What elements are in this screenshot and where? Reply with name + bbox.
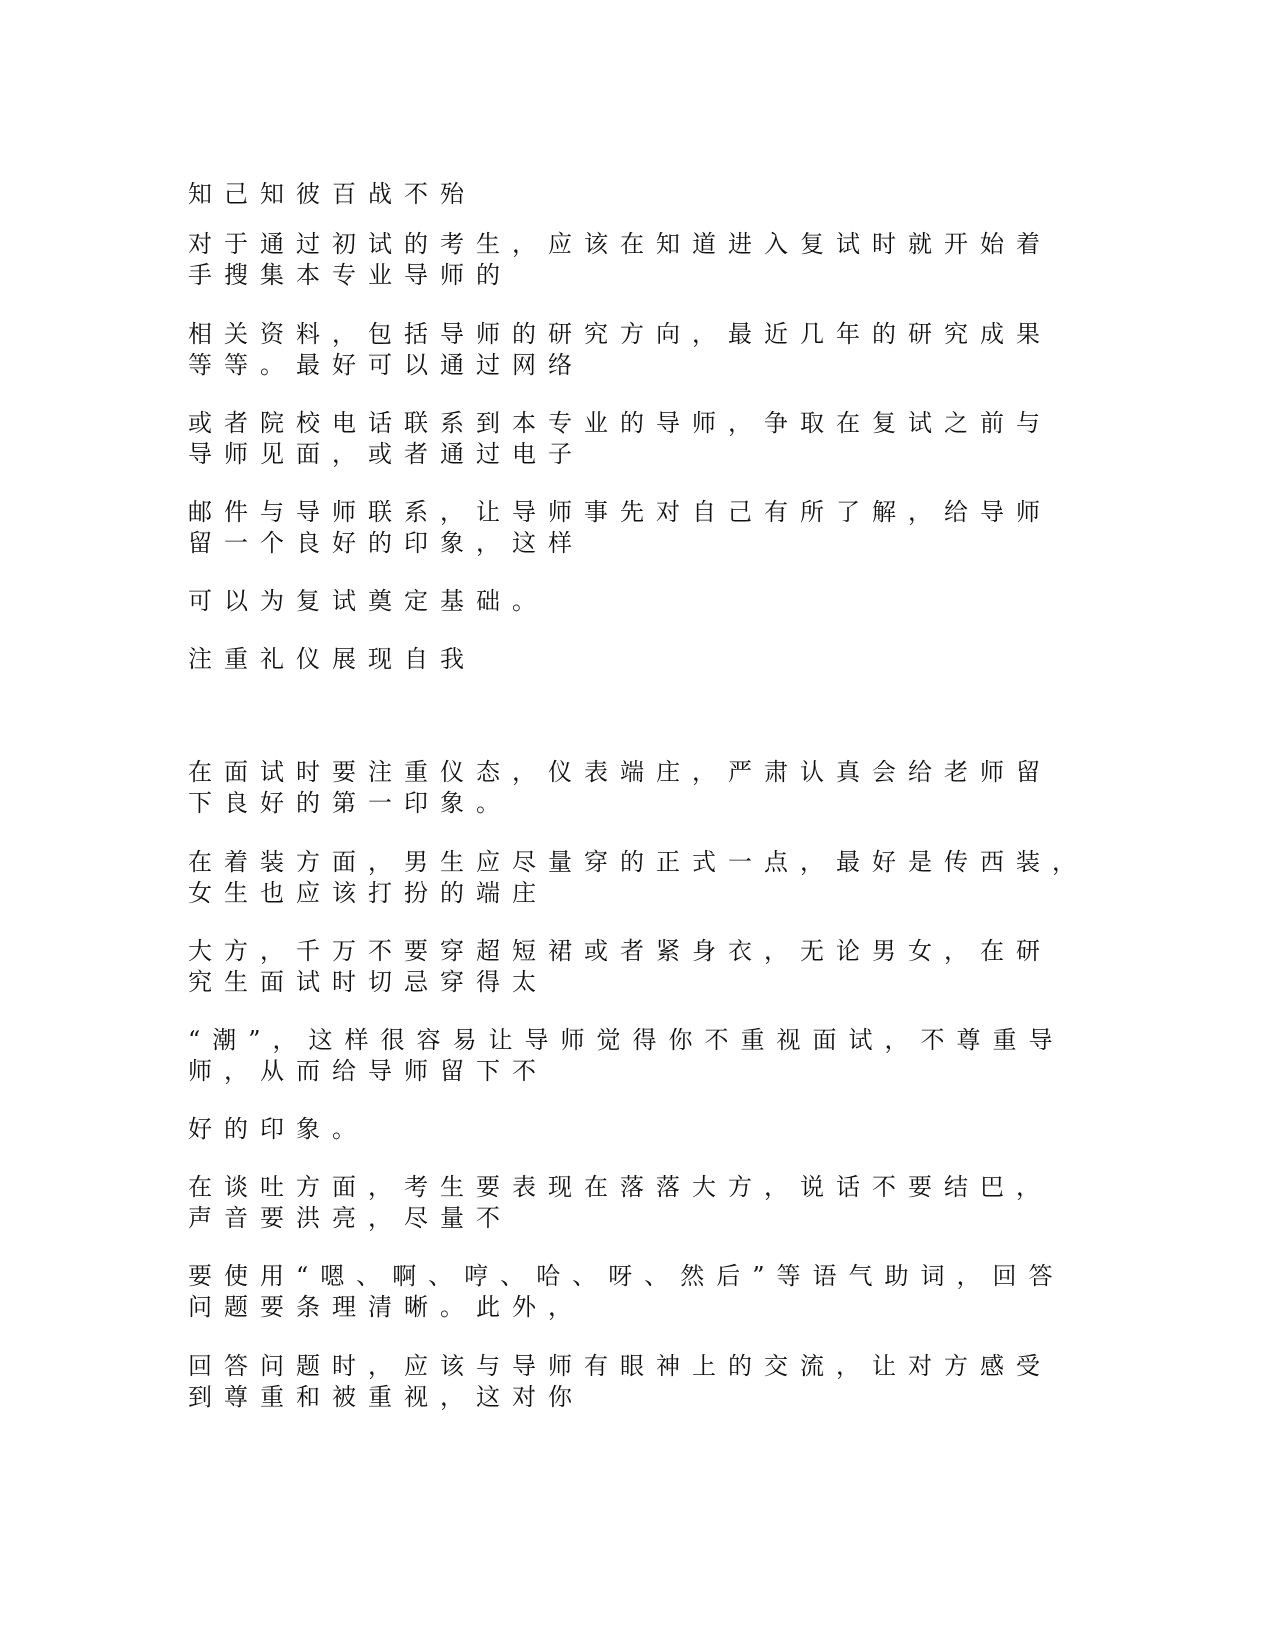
paragraph-line: 邮件与导师联系，让导师事先对自己有所了解，给导师 <box>188 498 1052 526</box>
paragraph-line: 导师见面，或者通过电子 <box>188 440 584 468</box>
paragraph-line: 声音要洪亮，尽量不 <box>188 1204 512 1232</box>
paragraph-line: 要使用“嗯、啊、哼、哈、呀、然后”等语气助词，回答 <box>188 1262 1065 1290</box>
paragraph-line: 下良好的第一印象。 <box>188 789 512 817</box>
paragraph-line: 到尊重和被重视，这对你 <box>188 1383 584 1411</box>
paragraph-line: 可以为复试奠定基础。 <box>188 587 548 615</box>
paragraph-line: 在谈吐方面，考生要表现在落落大方，说话不要结巴， <box>188 1173 1052 1201</box>
paragraph-line: 师，从而给导师留下不 <box>188 1057 548 1085</box>
paragraph-line: 究生面试时切忌穿得太 <box>188 968 548 996</box>
section-heading-know-yourself: 知己知彼百战不殆 <box>188 180 476 208</box>
paragraph-line: 在面试时要注重仪态，仪表端庄，严肃认真会给老师留 <box>188 758 1052 786</box>
paragraph-line: 或者院校电话联系到本专业的导师，争取在复试之前与 <box>188 409 1052 437</box>
paragraph-line: 大方，千万不要穿超短裙或者紧身衣，无论男女，在研 <box>188 937 1052 965</box>
paragraph-line: 女生也应该打扮的端庄 <box>188 879 548 907</box>
paragraph-line: 等等。最好可以通过网络 <box>188 351 584 379</box>
section-heading-etiquette: 注重礼仪展现自我 <box>188 645 476 673</box>
paragraph-line: 相关资料，包括导师的研究方向，最近几年的研究成果 <box>188 320 1052 348</box>
paragraph-line: 对于通过初试的考生，应该在知道进入复试时就开始着 <box>188 230 1052 258</box>
paragraph-line: “潮”，这样很容易让导师觉得你不重视面试，不尊重导 <box>188 1026 1065 1054</box>
paragraph-line: 问题要条理清晰。此外， <box>188 1293 584 1321</box>
paragraph-line: 手搜集本专业导师的 <box>188 261 512 289</box>
paragraph-line: 留一个良好的印象，这样 <box>188 529 584 557</box>
paragraph-line: 好的印象。 <box>188 1115 368 1143</box>
paragraph-line: 在着装方面，男生应尽量穿的正式一点，最好是传西装， <box>188 848 1088 876</box>
paragraph-line: 回答问题时，应该与导师有眼神上的交流，让对方感受 <box>188 1352 1052 1380</box>
